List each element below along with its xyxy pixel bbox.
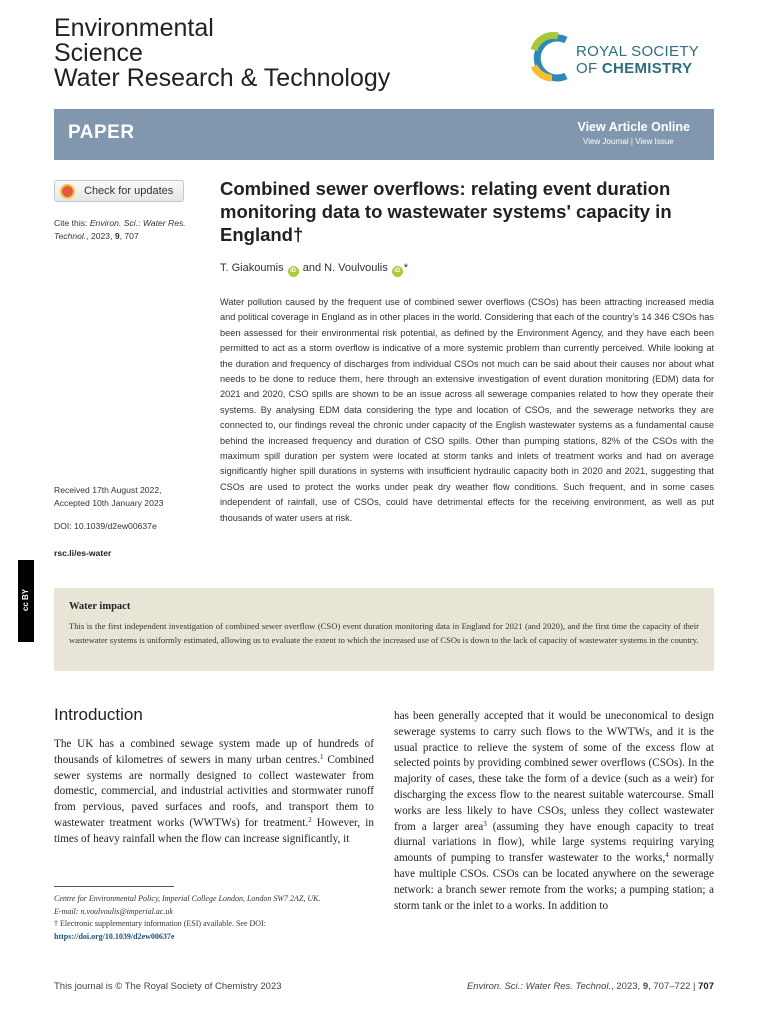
footnote-divider bbox=[54, 886, 174, 887]
doi[interactable]: DOI: 10.1039/d2ew00637e bbox=[54, 521, 157, 531]
received-date: Received 17th August 2022, bbox=[54, 485, 162, 495]
esi-note: † Electronic supplementary information (ESI) available. See DOI: https://doi.org/10.1039/d2ew00637e bbox=[54, 919, 266, 941]
water-impact-heading: Water impact bbox=[69, 601, 131, 612]
copyright-footer: This journal is © The Royal Society of Chemistry 2023 bbox=[54, 981, 282, 992]
view-journal-link[interactable]: View Journal bbox=[583, 137, 629, 146]
citation: Cite this: Environ. Sci.: Water Res. Technol., 2023, 9, 707 bbox=[54, 218, 186, 241]
view-issue-link[interactable]: View Issue bbox=[635, 137, 674, 146]
check-for-updates-label: Check for updates bbox=[84, 185, 174, 197]
reference-marker[interactable]: 3 bbox=[483, 819, 487, 828]
water-impact-text: This is the first independent investigation of combined sewer overflow (CSO) event duration monitoring data in England for 2021 (and 2020), and the first time the capacity of their wastewater systems is uniformly estimated, allowing us to evaluate the extent to which the increased use of CSOs is down to the lack of capacity of wastewater systems in the country. bbox=[69, 621, 699, 645]
page-footer-citation: Environ. Sci.: Water Res. Technol., 2023, 9, 707–722 | 707 bbox=[466, 981, 714, 992]
bookmark-update-icon bbox=[60, 184, 75, 199]
orcid-icon[interactable]: iD bbox=[392, 266, 403, 277]
water-impact-box bbox=[54, 588, 714, 671]
author-name[interactable]: N. Voulvoulis bbox=[324, 262, 388, 274]
abstract: Water pollution caused by the frequent use of combined sewer overflows (CSOs) has been attracting increased media and political coverage in England as in other places in the world. Considering that each of the country's 14 346 CSOs has been assessed for their environmental risk potential, as defined by the Environment Agency, and they have each been permitted to act as a storm overflow is indicative of a more systemic problem than currently perceived. While looking at the duration and frequency of discharges from individual CSOs not much can be said about their causes nor about what needs to be done to reduce them, here through an extensive investigation of event duration monitoring (EDM) data for 2021 and 2020, CSO spills are shown to be an issue across all sewerage companies related to how they operate their systems. By analysing EDM data considering the type and location of CSOs, and the sewerage networks they are connected to, our findings reveal the chronic under capacity of the English wastewater systems as a fundamental cause behind the increased frequency and duration of CSO spills. Other than pumping stations, 82% of the CSOs with the maximum spill duration per system were located at storm tanks and inlets of treatment works and had on average significantly higher spill durations in systems with insufficient hydraulic capacity both in 2020 and 2021, suggesting that CSOs are used to protect the works under peak dry weather flow conditions. Such frequent, and in some cases independent of rainfall, use of CSOs, could have detrimental effects for the receiving environment, as well as put thousands of water users at risk. bbox=[220, 297, 714, 523]
rsc-logo-text bbox=[576, 43, 699, 77]
view-links: View Journal | View Issue bbox=[583, 137, 674, 146]
corresponding-author-mark: * bbox=[403, 262, 409, 274]
body-column-right: has been generally accepted that it would be uneconomical to design sewerage systems to carry such flows to the WWTWs, and it is the usual practice to relieve the system of some of the excess flow at selected points by providing combined sewer overflows (CSOs). In the majority of cases, these take the form of a device (such as a weir) for discharging the excess flow to the nearest suitable watercourse. Small works are less likely to have CSOs, unless they collect wastewater from a larger area$^3$ (assuming they have enough capacity to treat diurnal variations in flow), while large systems requiring varying amounts of pumping to transfer wastewater to the works,$^4$ normally have multiple CSOs. CSOs can be located anywhere on the sewerage network: a branch sewer remote from the works; a pumping station; a storm tank or the inlet to a works. In addition to bbox=[394, 710, 714, 912]
rsc-logo-icon bbox=[528, 32, 572, 84]
accepted-date: Accepted 10th January 2023 bbox=[54, 498, 164, 508]
received-dates bbox=[54, 484, 214, 510]
rsc-name-line1: ROYAL SOCIETY bbox=[576, 43, 700, 60]
article-title: Combined sewer overflows: relating event duration monitoring data to wastewater systems' capacity in England† bbox=[220, 178, 672, 245]
journal-title-line3: Water Research & Technology bbox=[54, 64, 391, 92]
article-type-banner bbox=[54, 109, 714, 160]
journal-title bbox=[54, 16, 390, 91]
corresponding-email: E-mail: n.voulvoulis@imperial.ac.uk bbox=[54, 906, 173, 916]
orcid-icon[interactable]: iD bbox=[288, 266, 299, 277]
reference-marker[interactable]: 2 bbox=[308, 815, 312, 824]
body-column-left: The UK has a combined sewage system made up of hundreds of thousands of kilometres of sewers in many urban centres.$^1$ Combined sewer systems are normally designed to collect wastewater from domestic, commercial, and industrial activities and stormwater runoff from pervious, paved surfaces and roofs, and transport them to wastewater treatment works (WWTWs) for treatment.$^2$ However, in times of heavy rainfall when the flow can increase significantly, it bbox=[54, 738, 374, 845]
author-list: T. Giakoumis iD and N. Voulvoulis iD * bbox=[220, 262, 408, 277]
journal-short-link[interactable]: rsc.li/es-water bbox=[54, 548, 112, 558]
journal-title-line2: Science bbox=[54, 39, 143, 67]
journal-title-line1: Environmental bbox=[54, 14, 214, 42]
view-article-online-link[interactable]: View Article Online bbox=[577, 120, 690, 134]
author-name[interactable]: T. Giakoumis bbox=[220, 262, 284, 274]
rsc-logo[interactable] bbox=[528, 32, 718, 84]
rsc-name-line2: OF CHEMISTRY bbox=[576, 60, 693, 77]
footnotes bbox=[54, 893, 376, 943]
check-for-updates-button[interactable] bbox=[54, 180, 184, 202]
reference-marker[interactable]: 1 bbox=[319, 752, 324, 761]
esi-doi-link[interactable]: https://doi.org/10.1039/d2ew00637e bbox=[54, 931, 175, 941]
article-type-label: PAPER bbox=[68, 122, 135, 143]
introduction-heading: Introduction bbox=[54, 705, 143, 724]
reference-marker[interactable]: 4 bbox=[665, 851, 669, 860]
page-number: 707 bbox=[698, 981, 714, 992]
affiliation: Centre for Environmental Policy, Imperial College London, London SW7 2AZ, UK. bbox=[54, 894, 321, 903]
cc-by-license-badge[interactable] bbox=[18, 560, 34, 642]
cc-by-icon: cc BY bbox=[21, 588, 30, 612]
